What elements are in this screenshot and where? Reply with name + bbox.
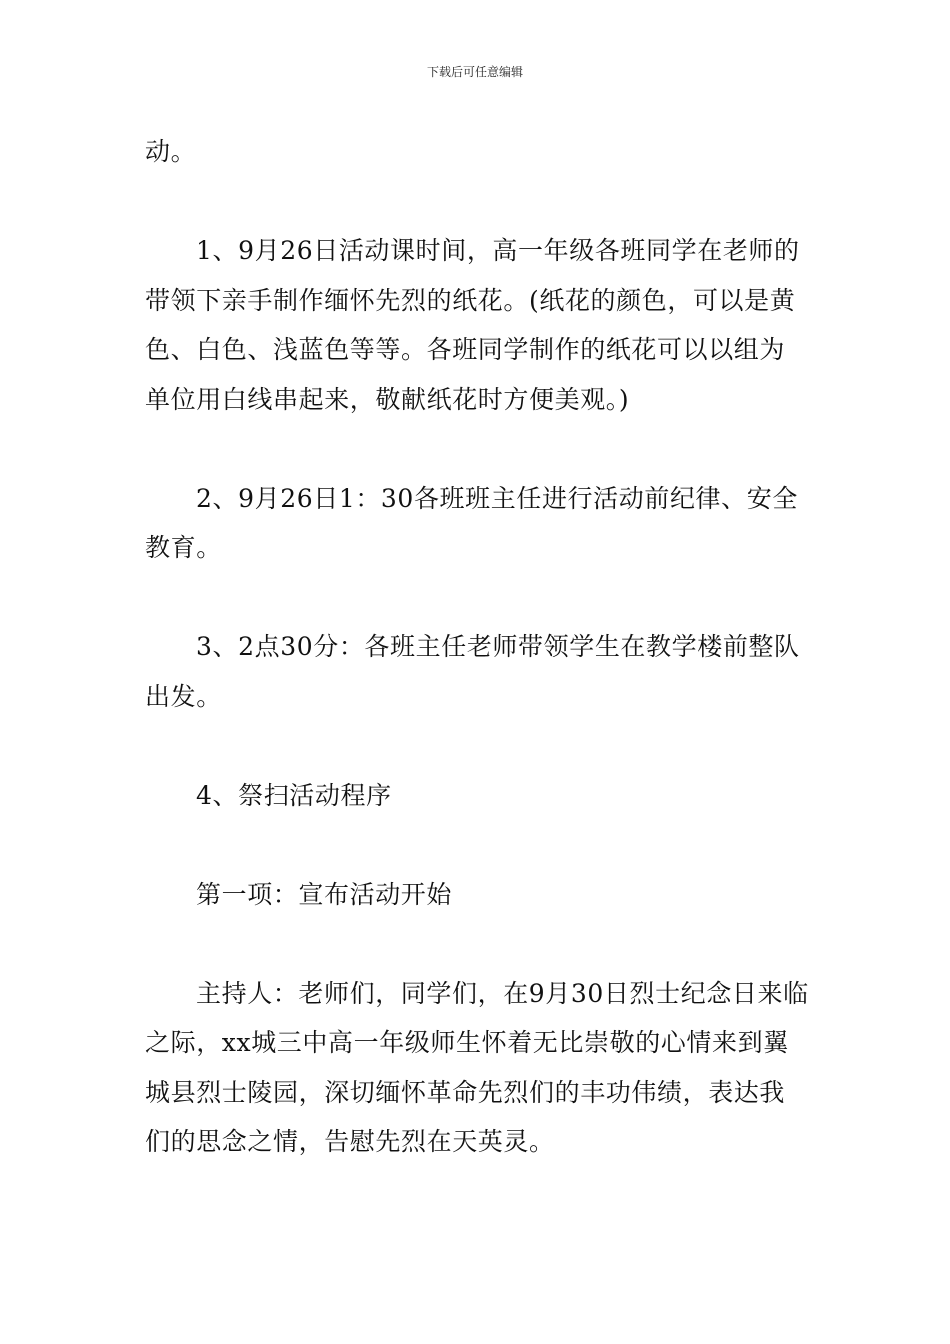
paragraph-host-speech: 主持人：老师们，同学们，在9月30日烈士纪念日来临之际，xx城三中高一年级师生怀着无比崇敬的心情来到翼城县烈士陵园，深切缅怀革命先烈们的丰功伟绩，表达我们的思念之情，告慰先烈在天英灵。	[145, 978, 809, 1156]
paragraph-item-1: 1、9月26日活动课时间，高一年级各班同学在老师的带领下亲手制作缅怀先烈的纸花。(纸花的颜色，可以是黄色、白色、浅蓝色等等。各班同学制作的纸花可以以组为单位用白线串起来，敬献纸花时方便美观。)	[145, 236, 800, 414]
page-header-note: 下载后可任意编辑	[426, 65, 523, 79]
paragraph-item-4: 4、祭扫活动程序	[196, 780, 392, 810]
paragraph-item-3: 3、2点30分：各班主任老师带领学生在教学楼前整队出发。	[145, 632, 800, 711]
paragraph-continuation: 动。	[145, 137, 197, 166]
document-body	[145, 127, 810, 1167]
paragraph-step-1: 第一项：宣布活动开始	[196, 879, 453, 909]
paragraph-item-2: 2、9月26日1：30各班班主任进行活动前纪律、安全教育。	[145, 483, 798, 562]
